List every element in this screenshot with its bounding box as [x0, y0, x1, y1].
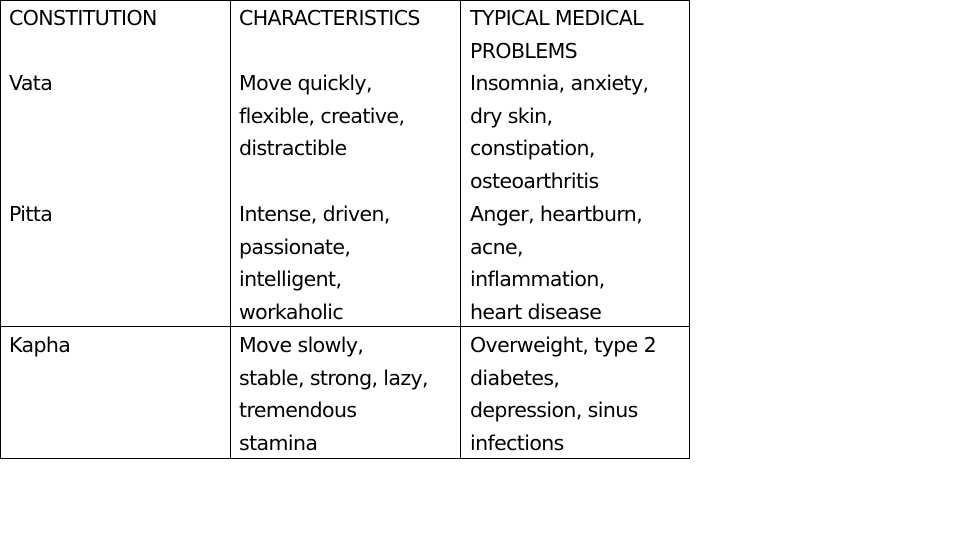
vata-constitution-cell [9, 67, 52, 100]
vata-characteristics-line-3: distractible [239, 136, 347, 161]
kapha-problems-line-4: infections [470, 431, 564, 456]
pitta-problems-line-4: heart disease [470, 300, 602, 325]
kapha-problems-line-1: Overweight, type 2 [470, 333, 657, 357]
kapha-problems-line-2: diabetes, [470, 365, 560, 390]
kapha-problems-line-3: depression, sinus [470, 398, 638, 423]
header-constitution-line: CONSTITUTION [9, 6, 157, 30]
kapha-characteristics-line-2: stable, strong, lazy, [239, 365, 428, 390]
header-problems-line-2: PROBLEMS [470, 38, 578, 63]
vata-problems-line-4: osteoarthritis [470, 169, 599, 194]
pitta-characteristics-line-1: Intense, driven, [239, 202, 390, 226]
kapha-problems-cell [470, 329, 656, 460]
column-divider-1 [230, 1, 231, 458]
pitta-characteristics-cell [239, 198, 390, 329]
pitta-characteristics-line-3: intelligent, [239, 267, 342, 292]
pitta-constitution-cell [9, 198, 52, 231]
pitta-problems-line-2: acne, [470, 234, 523, 259]
vata-problems-line-3: constipation, [470, 136, 595, 161]
vata-characteristics-line-1: Move quickly, [239, 71, 372, 95]
pitta-problems-cell [470, 198, 642, 329]
kapha-characteristics-line-4: stamina [239, 431, 318, 456]
pitta-problems-line-3: inflammation, [470, 267, 605, 292]
pitta-characteristics-line-4: workaholic [239, 300, 344, 325]
header-problems-line-1: TYPICAL MEDICAL [470, 6, 643, 30]
kapha-characteristics-line-3: tremendous [239, 398, 357, 423]
vata-problems-line-2: dry skin, [470, 103, 553, 128]
header-constitution [9, 2, 157, 35]
kapha-name: Kapha [9, 333, 71, 357]
header-characteristics-line: CHARACTERISTICS [239, 6, 420, 30]
vata-name: Vata [9, 71, 53, 95]
pitta-name: Pitta [9, 202, 53, 226]
column-divider-2 [460, 1, 461, 458]
kapha-characteristics-cell [239, 329, 428, 460]
vata-characteristics-cell [239, 67, 404, 165]
pitta-problems-line-1: Anger, heartburn, [470, 202, 643, 226]
pitta-characteristics-line-2: passionate, [239, 234, 351, 259]
vata-problems-cell [470, 67, 648, 198]
header-characteristics [239, 2, 420, 35]
vata-characteristics-line-2: flexible, creative, [239, 103, 405, 128]
kapha-characteristics-line-1: Move slowly, [239, 333, 364, 357]
header-typical-medical-problems [470, 2, 643, 67]
kapha-constitution-cell [9, 329, 70, 362]
vata-problems-line-1: Insomnia, anxiety, [470, 71, 649, 95]
